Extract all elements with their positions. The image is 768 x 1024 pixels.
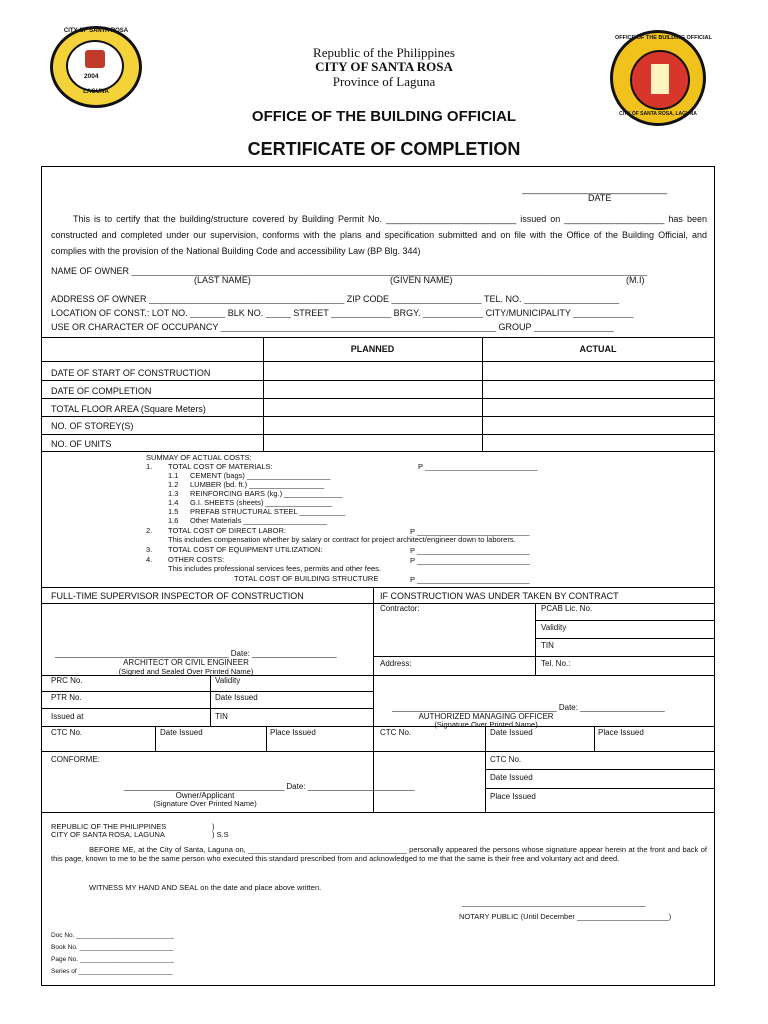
obo-seal-bottom-text: CITY OF SANTA ROSA, LAGUNA [619,111,697,117]
material-no: 1.5 [168,507,179,516]
conforme-label: CONFORME: [51,755,100,764]
mi-caption: (M.I) [626,275,645,285]
supervisor-header-rule [41,603,714,604]
contract-tin-label[interactable]: TIN [541,641,554,650]
tel-col-rule [535,656,536,675]
cost-item-3-no: 3. [146,545,153,554]
supervisor-ctc-label[interactable]: CTC No. [51,728,83,737]
cost-item-4: OTHER COSTS: [168,555,225,564]
planned-header: PLANNED [350,344,395,354]
notary-witness: WITNESS MY HAND AND SEAL on the date and place above written. [89,883,322,892]
supervisor-role-note: (Signed and Sealed Over Printed Name) [118,667,254,676]
supervisor-row-rule [41,708,373,709]
prc-validity-label[interactable]: Validity [215,676,241,685]
conforme-row-rule [485,788,714,789]
owner-signature-line[interactable]: ____________________________________ Date: ________________________ [124,782,415,791]
book-no-field[interactable]: Book No. __________________________ [51,944,174,951]
notary-republic: REPUBLIC OF THE PHILIPPINES [51,822,167,831]
page-title: CERTIFICATE OF COMPLETION [247,139,521,159]
ptr-date-issued-label[interactable]: Date Issued [215,693,258,702]
certification-paragraph: This is to certify that the building/structure covered by Building Permit No. __________________________ issued on ____________________ has been constructed and completed under our supervision, conforms with the plans and specification submitted and on file with the Office of the Building Official, and complies with the provision of the National Building Code and accessibility Law (BP Blg. 344) [51,214,707,256]
owner-name-field[interactable]: NAME OF OWNER _______________________________________________________________________________________________________ [51,266,648,276]
city-label: CITY OF SANTA ROSA [315,59,453,74]
cost-item-2: TOTAL COST OF DIRECT LABOR: [168,526,286,535]
table-col-rule [482,337,483,451]
date-line[interactable]: _____________________________ [522,184,668,194]
contract-row-rule [535,620,714,621]
obo-seal-text: OFFICE OF THE BUILDING OFFICIAL [615,35,712,41]
officer-signature-line[interactable]: _____________________________________ Date: ___________________ [392,703,665,712]
prc-label[interactable]: PRC No. [51,676,83,685]
city-seal-bottom-text: LAGUNA [83,89,109,95]
material-no: 1.2 [168,480,179,489]
notary-ss: ) S.S [212,830,229,839]
contract-tel-label[interactable]: Tel. No.: [541,659,571,668]
date-label: DATE [588,193,612,203]
conforme-row-rule [485,769,714,770]
contract-ctc-label[interactable]: CTC No. [380,728,412,737]
ctc-col-rule [155,726,156,751]
row-rule [41,380,714,381]
notary-city: CITY OF SANTA ROSA, LAGUNA [51,830,165,839]
contract-validity-label[interactable]: Validity [541,623,567,632]
row-date-completion: DATE OF COMPLETION [51,386,152,396]
republic-label: Republic of the Philippines [313,45,455,60]
contract-address-label[interactable]: Address: [380,659,412,668]
row-rule [41,416,714,417]
row-rule [41,398,714,399]
officer-role: AUTHORIZED MANAGING OFFICER [418,712,554,721]
row-rule [41,451,714,452]
supervisor-role: ARCHITECT OR CIVIL ENGINEER [123,658,249,667]
row-floor-area: TOTAL FLOOR AREA (Square Meters) [51,404,206,414]
cost-item-4-no: 4. [146,555,153,564]
location-field[interactable]: LOCATION OF CONST.: LOT NO. _______ BLK NO. _____ STREET ____________ BRGY. ____________ CITY/MUNICIPALITY ____________ [51,308,634,318]
notary-public-label[interactable]: NOTARY PUBLIC (Until December ______________________) [459,912,672,921]
given-name-caption: (GIVEN NAME) [390,275,453,285]
actual-header: ACTUAL [579,344,617,354]
supervisor-tin-label[interactable]: TIN [215,712,228,721]
row-rule [41,434,714,435]
table-header-rule [41,361,714,362]
conforme-place-issued-label[interactable]: Place Issued [490,792,536,801]
contractor-label[interactable]: Contractor: [380,604,420,613]
cost-item-3: TOTAL COST OF EQUIPMENT UTILIZATION: [168,545,323,554]
city-seal-top-text: CITY OF SANTA ROSA [63,28,129,34]
province-label: Province of Laguna [332,74,436,89]
notary-republic-paren: ) [212,822,215,831]
material-no: 1.4 [168,498,179,507]
total-cost-label: TOTAL COST OF BUILDING STRUCTURE [234,574,379,583]
material-gi-sheets[interactable]: G.I. SHEETS (sheets) ________________ [190,498,333,507]
officer-role-note: (Signature Over Printed Name) [434,720,538,729]
material-cement[interactable]: CEMENT (bags) ____________________ [190,471,331,480]
table-top-rule [41,337,714,338]
cost-item-1-no: 1. [146,462,153,471]
last-name-caption: (LAST NAME) [194,275,251,285]
conforme-bottom-rule [41,812,714,813]
contract-col-rule [535,603,536,657]
row-storeys: NO. OF STOREY(S) [51,421,134,431]
issued-at-label[interactable]: Issued at [51,712,84,721]
contract-ctc-date-label[interactable]: Date Issued [490,728,533,737]
supervisor-heading: FULL-TIME SUPERVISOR INSPECTOR OF CONSTRUCTION [51,591,304,601]
notary-paragraph: BEFORE ME, at the City of Santa, Laguna on, ______________________________________ personally appeared the persons whose signature appear herein at the front and back of this page, known to me to be the same person who executed this standard prescribed from and acknowledged to me that the same is their free and voluntary act and deed. [51,845,707,863]
material-no: 1.6 [168,516,179,525]
ctc-bottom-rule [41,751,714,752]
supervisor-ctc-place-label[interactable]: Place Issued [270,728,316,737]
contract-ctc-place-label[interactable]: Place Issued [598,728,644,737]
occupancy-field[interactable]: USE OR CHARACTER OF OCCUPANCY _______________________________________________________ GROUP ________________ [51,322,614,332]
owner-role: Owner/Applicant [175,791,235,800]
cost-item-4-amount[interactable]: P ___________________________ [410,556,530,565]
cost-item-4-note: This includes professional services fees, permits and other fees. [168,564,382,573]
supervisor-top-rule [41,587,714,588]
row-start-construction: DATE OF START OF CONSTRUCTION [51,368,211,378]
city-seal-year: 2004 [84,73,99,80]
doc-no-field[interactable]: Doc No. ___________________________ [51,932,174,939]
ctc-col-rule [594,726,595,751]
conforme-date-issued-label[interactable]: Date Issued [490,773,533,782]
ctc-col-rule [266,726,267,751]
table-col-rule [263,337,264,451]
conforme-ctc-label[interactable]: CTC No. [490,755,522,764]
owner-address-field[interactable]: ADDRESS OF OWNER _______________________________________ ZIP CODE __________________ TEL. NO. ___________________ [51,294,620,304]
contract-heading: IF CONSTRUCTION WAS UNDER TAKEN BY CONTRACT [380,591,619,601]
material-lumber[interactable]: LUMBER (bd. ft.) __________________ [190,480,325,489]
cost-item-2-no: 2. [146,526,153,535]
material-other[interactable]: Other Materials ____________________ [190,516,327,525]
owner-role-note: (Signature Over Printed Name) [153,799,257,808]
costs-heading: SUMMAY OF ACTUAL COSTS: [146,453,252,462]
series-field[interactable]: Series of __________________________ [51,968,173,975]
cost-item-1-amount[interactable]: P ___________________________ [418,462,538,471]
mid-col-rule [373,587,374,812]
contract-row-rule [373,656,714,657]
total-cost-amount[interactable]: P ___________________________ [410,575,530,584]
prc-col-rule [210,675,211,726]
contract-row-rule [535,638,714,639]
supervisor-signature-line[interactable]: _______________________________________ Date: ___________________ [55,649,337,658]
row-units: NO. OF UNITS [51,439,112,449]
notary-signature-line[interactable]: ____________________________________________ [462,898,646,907]
material-prefab-steel[interactable]: PREFAB STRUCTURAL STEEL ___________ [190,507,346,516]
cost-item-2-amount[interactable]: P ___________________________ [410,527,530,536]
cost-item-1: TOTAL COST OF MATERIALS: [168,462,273,471]
supervisor-ctc-date-label[interactable]: Date Issued [160,728,203,737]
pcab-label[interactable]: PCAB Lic. No. [541,604,593,613]
material-no: 1.3 [168,489,179,498]
material-no: 1.1 [168,471,179,480]
cost-item-2-note: This includes compensation whether by salary or contract for project architect/engineer down to laborers. [168,535,516,544]
material-rebar[interactable]: REINFORCING BARS (kg.) ______________ [190,489,343,498]
office-title: OFFICE OF THE BUILDING OFFICIAL [251,108,517,125]
cost-item-3-amount[interactable]: P ___________________________ [410,546,530,555]
supervisor-row-rule [41,691,373,692]
ptr-label[interactable]: PTR No. [51,693,82,702]
page-no-field[interactable]: Page No. __________________________ [51,956,174,963]
